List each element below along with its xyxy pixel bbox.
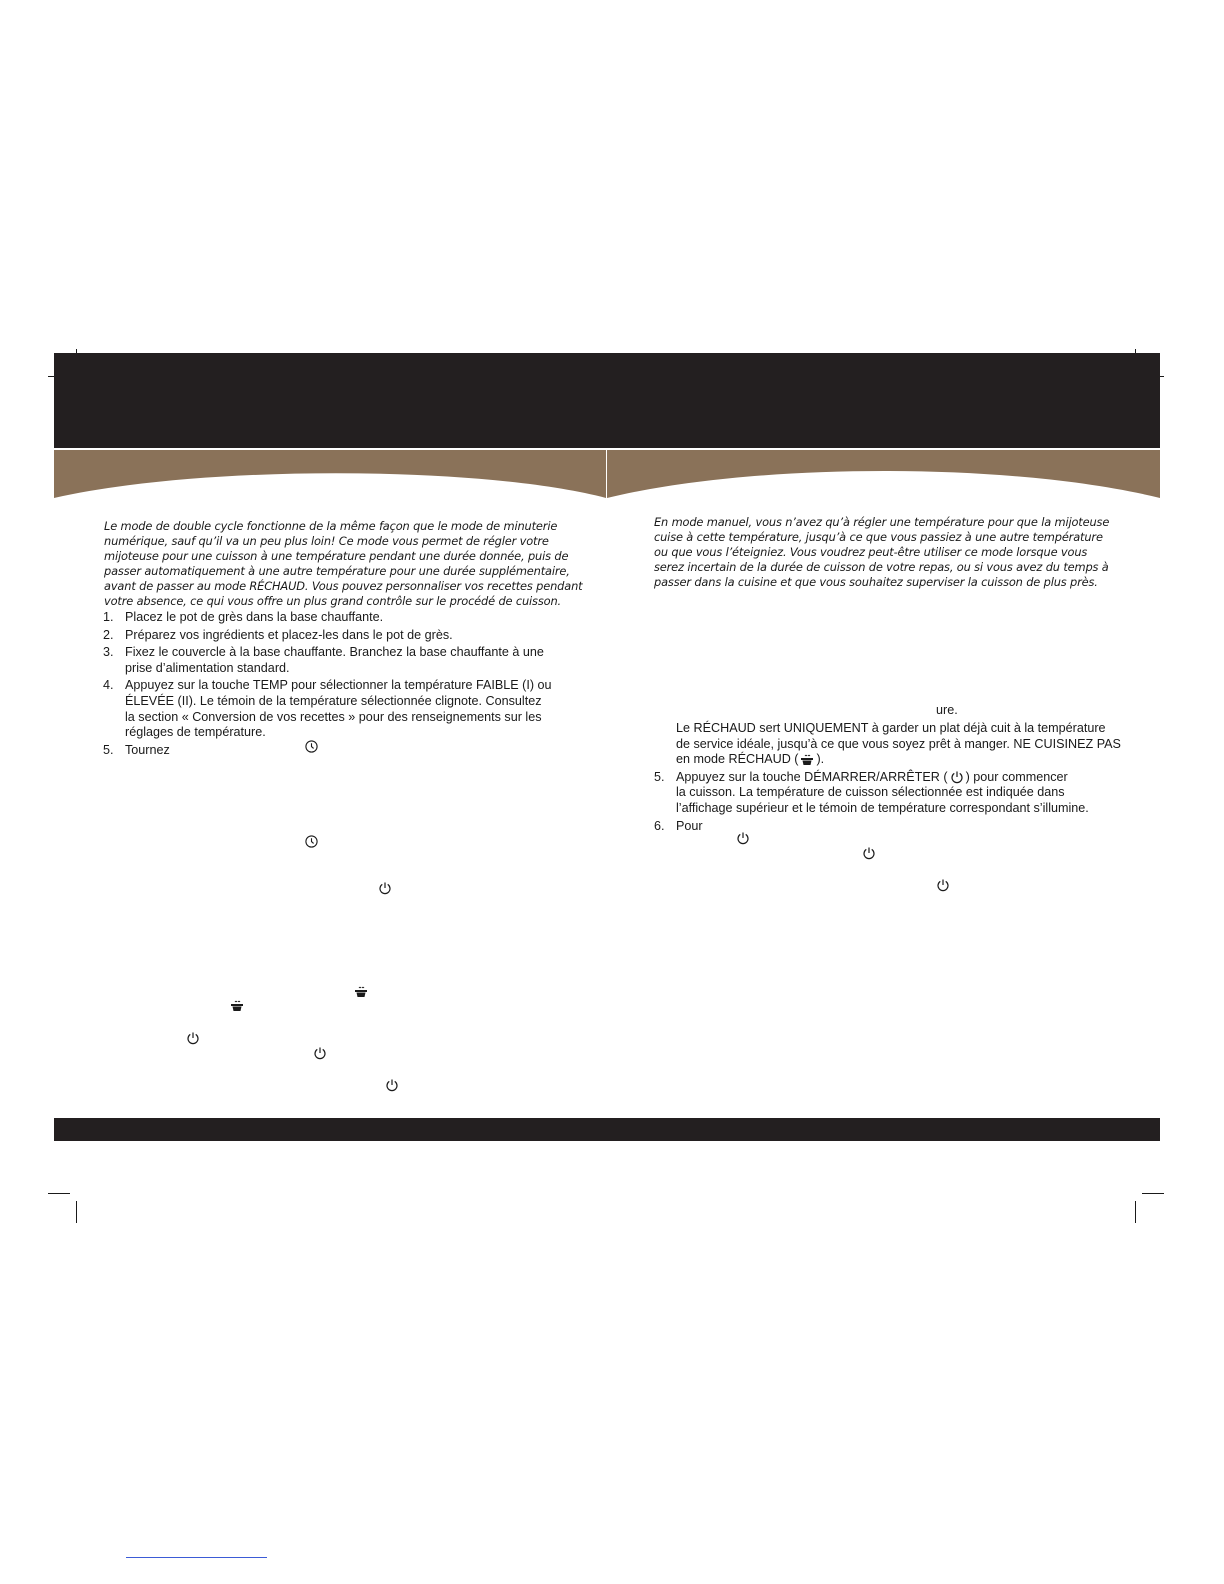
pot-icon xyxy=(354,986,368,998)
power-icon xyxy=(862,846,876,860)
step-1 xyxy=(103,610,552,626)
step-text: prise d’alimentation standard. xyxy=(125,660,290,675)
step-number: 3. xyxy=(103,645,114,660)
header-wave xyxy=(54,448,1160,500)
step5-prefix: Appuyez sur la touche DÉMARRER/ARRÊTER ( xyxy=(676,769,948,784)
intro-line: passer dans la cuisine et que vous souhaitez superviser la cuisson de plus près. xyxy=(654,575,1098,589)
power-icon xyxy=(736,831,750,845)
step-number: 4. xyxy=(103,678,114,693)
step-text: Préparez vos ingrédients et placez-les dans le pot de grès. xyxy=(125,627,453,642)
crop-mark xyxy=(76,1201,77,1223)
right-step-6 xyxy=(654,819,1121,835)
text-fragment: ure. xyxy=(936,703,958,717)
intro-line: votre absence, ce qui vous offre un plus grand contrôle sur le procédé de cuisson. xyxy=(104,594,561,608)
step-text: la cuisson. La température de cuisson sélectionnée est indiquée dans xyxy=(676,785,1065,800)
step-text xyxy=(676,770,1121,786)
intro-line: ou que vous l’éteigniez. Vous voudrez peut-être utiliser ce mode lorsque vous xyxy=(654,545,1088,559)
right-steps xyxy=(654,721,1121,834)
clock-icon xyxy=(305,740,318,753)
step-text: Appuyez sur la touche TEMP pour sélectionner la température FAIBLE (I) ou xyxy=(125,678,552,693)
intro-line: mijoteuse pour une cuisson à une température pendant une durée donnée, puis de xyxy=(104,549,569,563)
note-text: Le RÉCHAUD sert UNIQUEMENT à garder un plat déjà cuit à la température xyxy=(676,721,1106,735)
pot-icon xyxy=(230,1000,244,1012)
step-number: 2. xyxy=(103,627,114,642)
crop-mark xyxy=(48,1193,70,1194)
step-text: Fixez le couvercle à la base chauffante. Branchez la base chauffante à une xyxy=(125,645,544,660)
step-number: 6. xyxy=(654,818,665,833)
intro-line: passer automatiquement à une autre température pour une durée supplémentaire, xyxy=(104,564,570,578)
step-number: 1. xyxy=(103,610,114,624)
intro-line: cuise à cette température, jusqu’à ce que vous passiez à une autre température xyxy=(654,530,1103,544)
step-text: la section « Conversion de vos recettes » pour des renseignements sur les xyxy=(125,709,542,724)
crop-mark xyxy=(1142,1193,1164,1194)
crop-mark xyxy=(1135,1201,1136,1223)
right-intro xyxy=(654,515,1109,590)
power-icon xyxy=(936,878,950,892)
step-text: Pour xyxy=(676,818,703,833)
note-suffix: ). xyxy=(816,752,825,767)
left-steps xyxy=(103,610,552,758)
power-icon xyxy=(186,1031,200,1045)
power-icon xyxy=(950,770,964,784)
note-text: de service idéale, jusqu’à ce que vous soyez prêt à manger. NE CUISINEZ PAS xyxy=(676,736,1121,751)
step-2 xyxy=(103,628,552,644)
warm-note xyxy=(654,721,1121,768)
right-step-5 xyxy=(654,770,1121,817)
power-icon xyxy=(385,1078,399,1092)
step-number: 5. xyxy=(103,742,114,757)
footer-band xyxy=(54,1118,1160,1141)
step-3 xyxy=(103,645,552,676)
intro-line: avant de passer au mode RÉCHAUD. Vous pouvez personnaliser vos recettes pendant xyxy=(104,579,583,593)
intro-line: Le mode de double cycle fonctionne de la même façon que le mode de minuterie xyxy=(104,519,558,533)
link-underline[interactable] xyxy=(126,1557,267,1558)
intro-line: serez incertain de la durée de cuisson de votre repas, ou si vous avez du temps à xyxy=(654,560,1109,574)
power-icon xyxy=(313,1046,327,1060)
note-text-last xyxy=(676,752,1121,768)
power-icon xyxy=(378,881,392,895)
step5-suffix: ) pour commencer xyxy=(965,769,1068,784)
left-intro xyxy=(104,519,582,609)
step-text: Placez le pot de grès dans la base chauffante. xyxy=(125,610,384,624)
intro-line: En mode manuel, vous n’avez qu’à régler une température pour que la mijoteuse xyxy=(654,515,1110,529)
step-text: Tournez xyxy=(125,742,170,757)
step-number: 5. xyxy=(654,769,665,784)
note-prefix: en mode RÉCHAUD ( xyxy=(676,752,799,767)
intro-line: numérique, sauf qu’il va un peu plus loin! Ce mode vous permet de régler votre xyxy=(104,534,549,548)
step-4 xyxy=(103,678,552,740)
step-5 xyxy=(103,743,552,759)
step-text: réglages de température. xyxy=(125,725,266,740)
clock-icon xyxy=(305,835,318,848)
pot-icon xyxy=(800,754,814,766)
header-band xyxy=(54,353,1160,448)
step-text: l’affichage supérieur et le témoin de température correspondant s’illumine. xyxy=(676,800,1089,815)
step-text: ÉLEVÉE (II). Le témoin de la température sélectionnée clignote. Consultez xyxy=(125,693,542,708)
